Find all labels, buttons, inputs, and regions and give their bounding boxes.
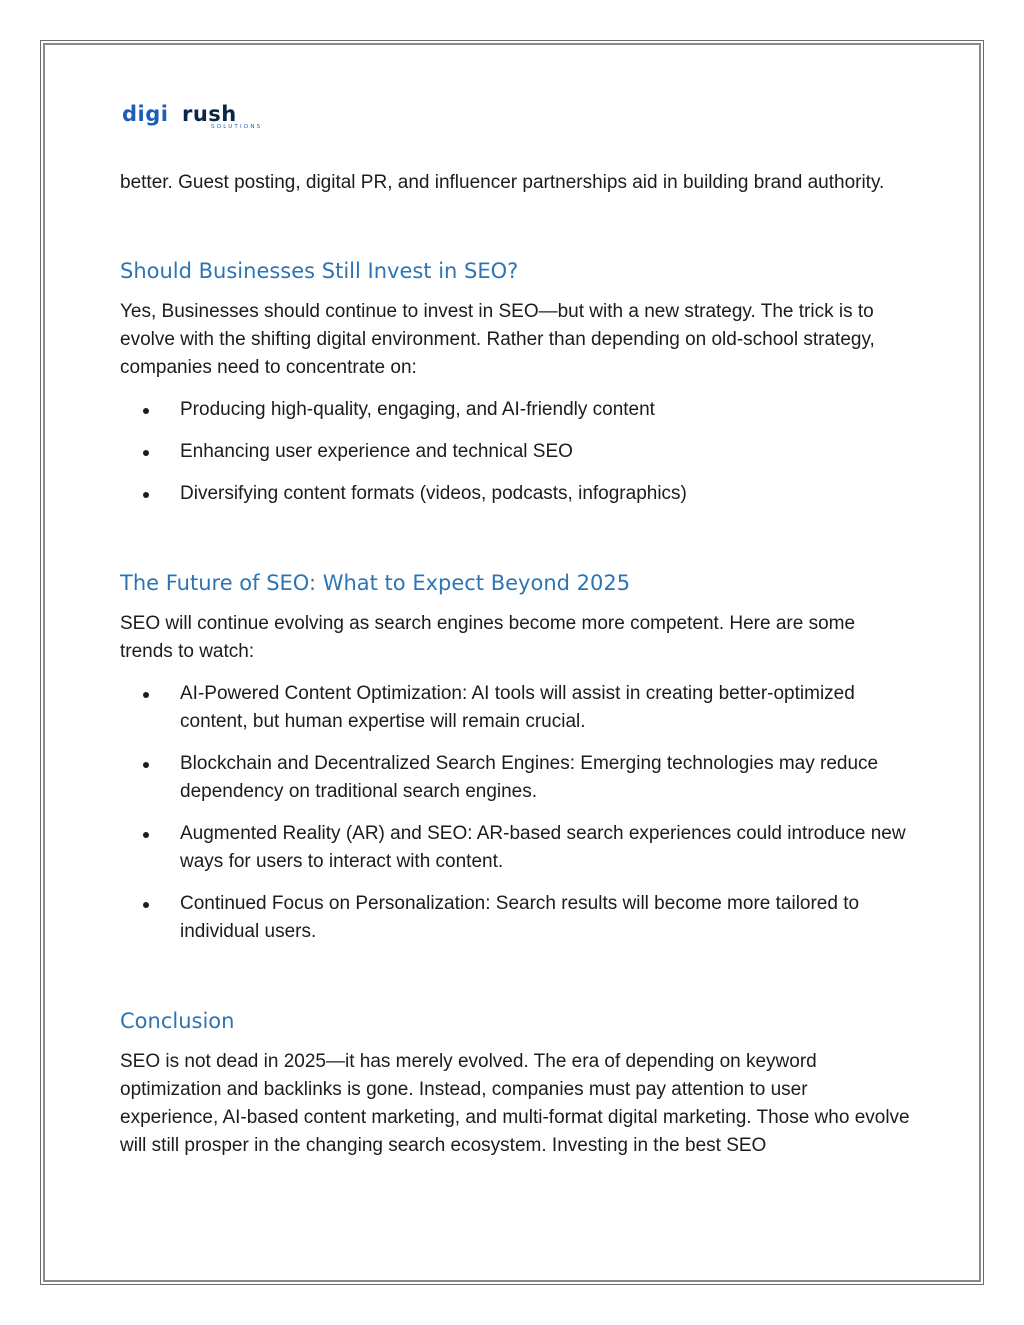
bullet-dot xyxy=(143,450,149,456)
list-item-text: Diversifying content formats (videos, podcasts, infographics) xyxy=(180,483,687,504)
list-item-text: Blockchain and Decentralized Search Engines: Emerging technologies may reduce dependency on traditional search engines. xyxy=(180,753,879,802)
bullet-dot xyxy=(143,832,149,838)
bullet-dot xyxy=(143,408,149,414)
list-item xyxy=(120,750,910,806)
section1-paragraph: Yes, Businesses should continue to invest in SEO—but with a new strategy. The trick is to evolve with the shifting digital environment. Rather than depending on old-school strategy, companies need to concentrate on: xyxy=(120,301,875,378)
bullet-dot xyxy=(143,902,149,908)
list-item-text: Producing high-quality, engaging, and AI-friendly content xyxy=(180,399,655,420)
list-item xyxy=(120,890,910,946)
section1-bullet-list xyxy=(120,396,910,508)
section2-bullet-list xyxy=(120,680,910,946)
list-item xyxy=(120,480,910,508)
list-item xyxy=(120,680,910,736)
heading-invest-in-seo: Should Businesses Still Invest in SEO? xyxy=(120,259,519,283)
list-item-text: AI-Powered Content Optimization: AI tools will assist in creating better-optimized content, but human expertise will remain crucial. xyxy=(180,683,855,732)
logo-text-rush: rush xyxy=(182,103,237,126)
list-item xyxy=(120,438,910,466)
list-item xyxy=(120,396,910,424)
bullet-dot xyxy=(143,492,149,498)
list-item-text: Enhancing user experience and technical SEO xyxy=(180,441,573,462)
heading-future-of-seo: The Future of SEO: What to Expect Beyond 2025 xyxy=(120,571,631,595)
digirush-logo xyxy=(122,103,284,129)
list-item-text: Augmented Reality (AR) and SEO: AR-based search experiences could introduce new ways for users to interact with content. xyxy=(180,823,906,872)
section2-paragraph: SEO will continue evolving as search engines become more competent. Here are some trends to watch: xyxy=(120,613,856,662)
logo-text-digi: digi xyxy=(122,103,169,126)
list-item-text: Continued Focus on Personalization: Search results will become more tailored to individual users. xyxy=(180,893,860,942)
intro-paragraph: better. Guest posting, digital PR, and influencer partnerships aid in building brand authority. xyxy=(120,172,885,193)
heading-conclusion: Conclusion xyxy=(120,1009,235,1033)
bullet-dot xyxy=(143,692,149,698)
bullet-dot xyxy=(143,762,149,768)
conclusion-paragraph: SEO is not dead in 2025—it has merely evolved. The era of depending on keyword optimization and backlinks is gone. Instead, companies must pay attention to user experience, AI-based content marketing, and multi-format digital marketing. Those who evolve will still prosper in the changing search ecosystem. Investing in the best SEO xyxy=(120,1051,910,1156)
list-item xyxy=(120,820,910,876)
document-body xyxy=(120,169,910,1160)
logo-tagline: SOLUTIONS xyxy=(211,124,263,129)
